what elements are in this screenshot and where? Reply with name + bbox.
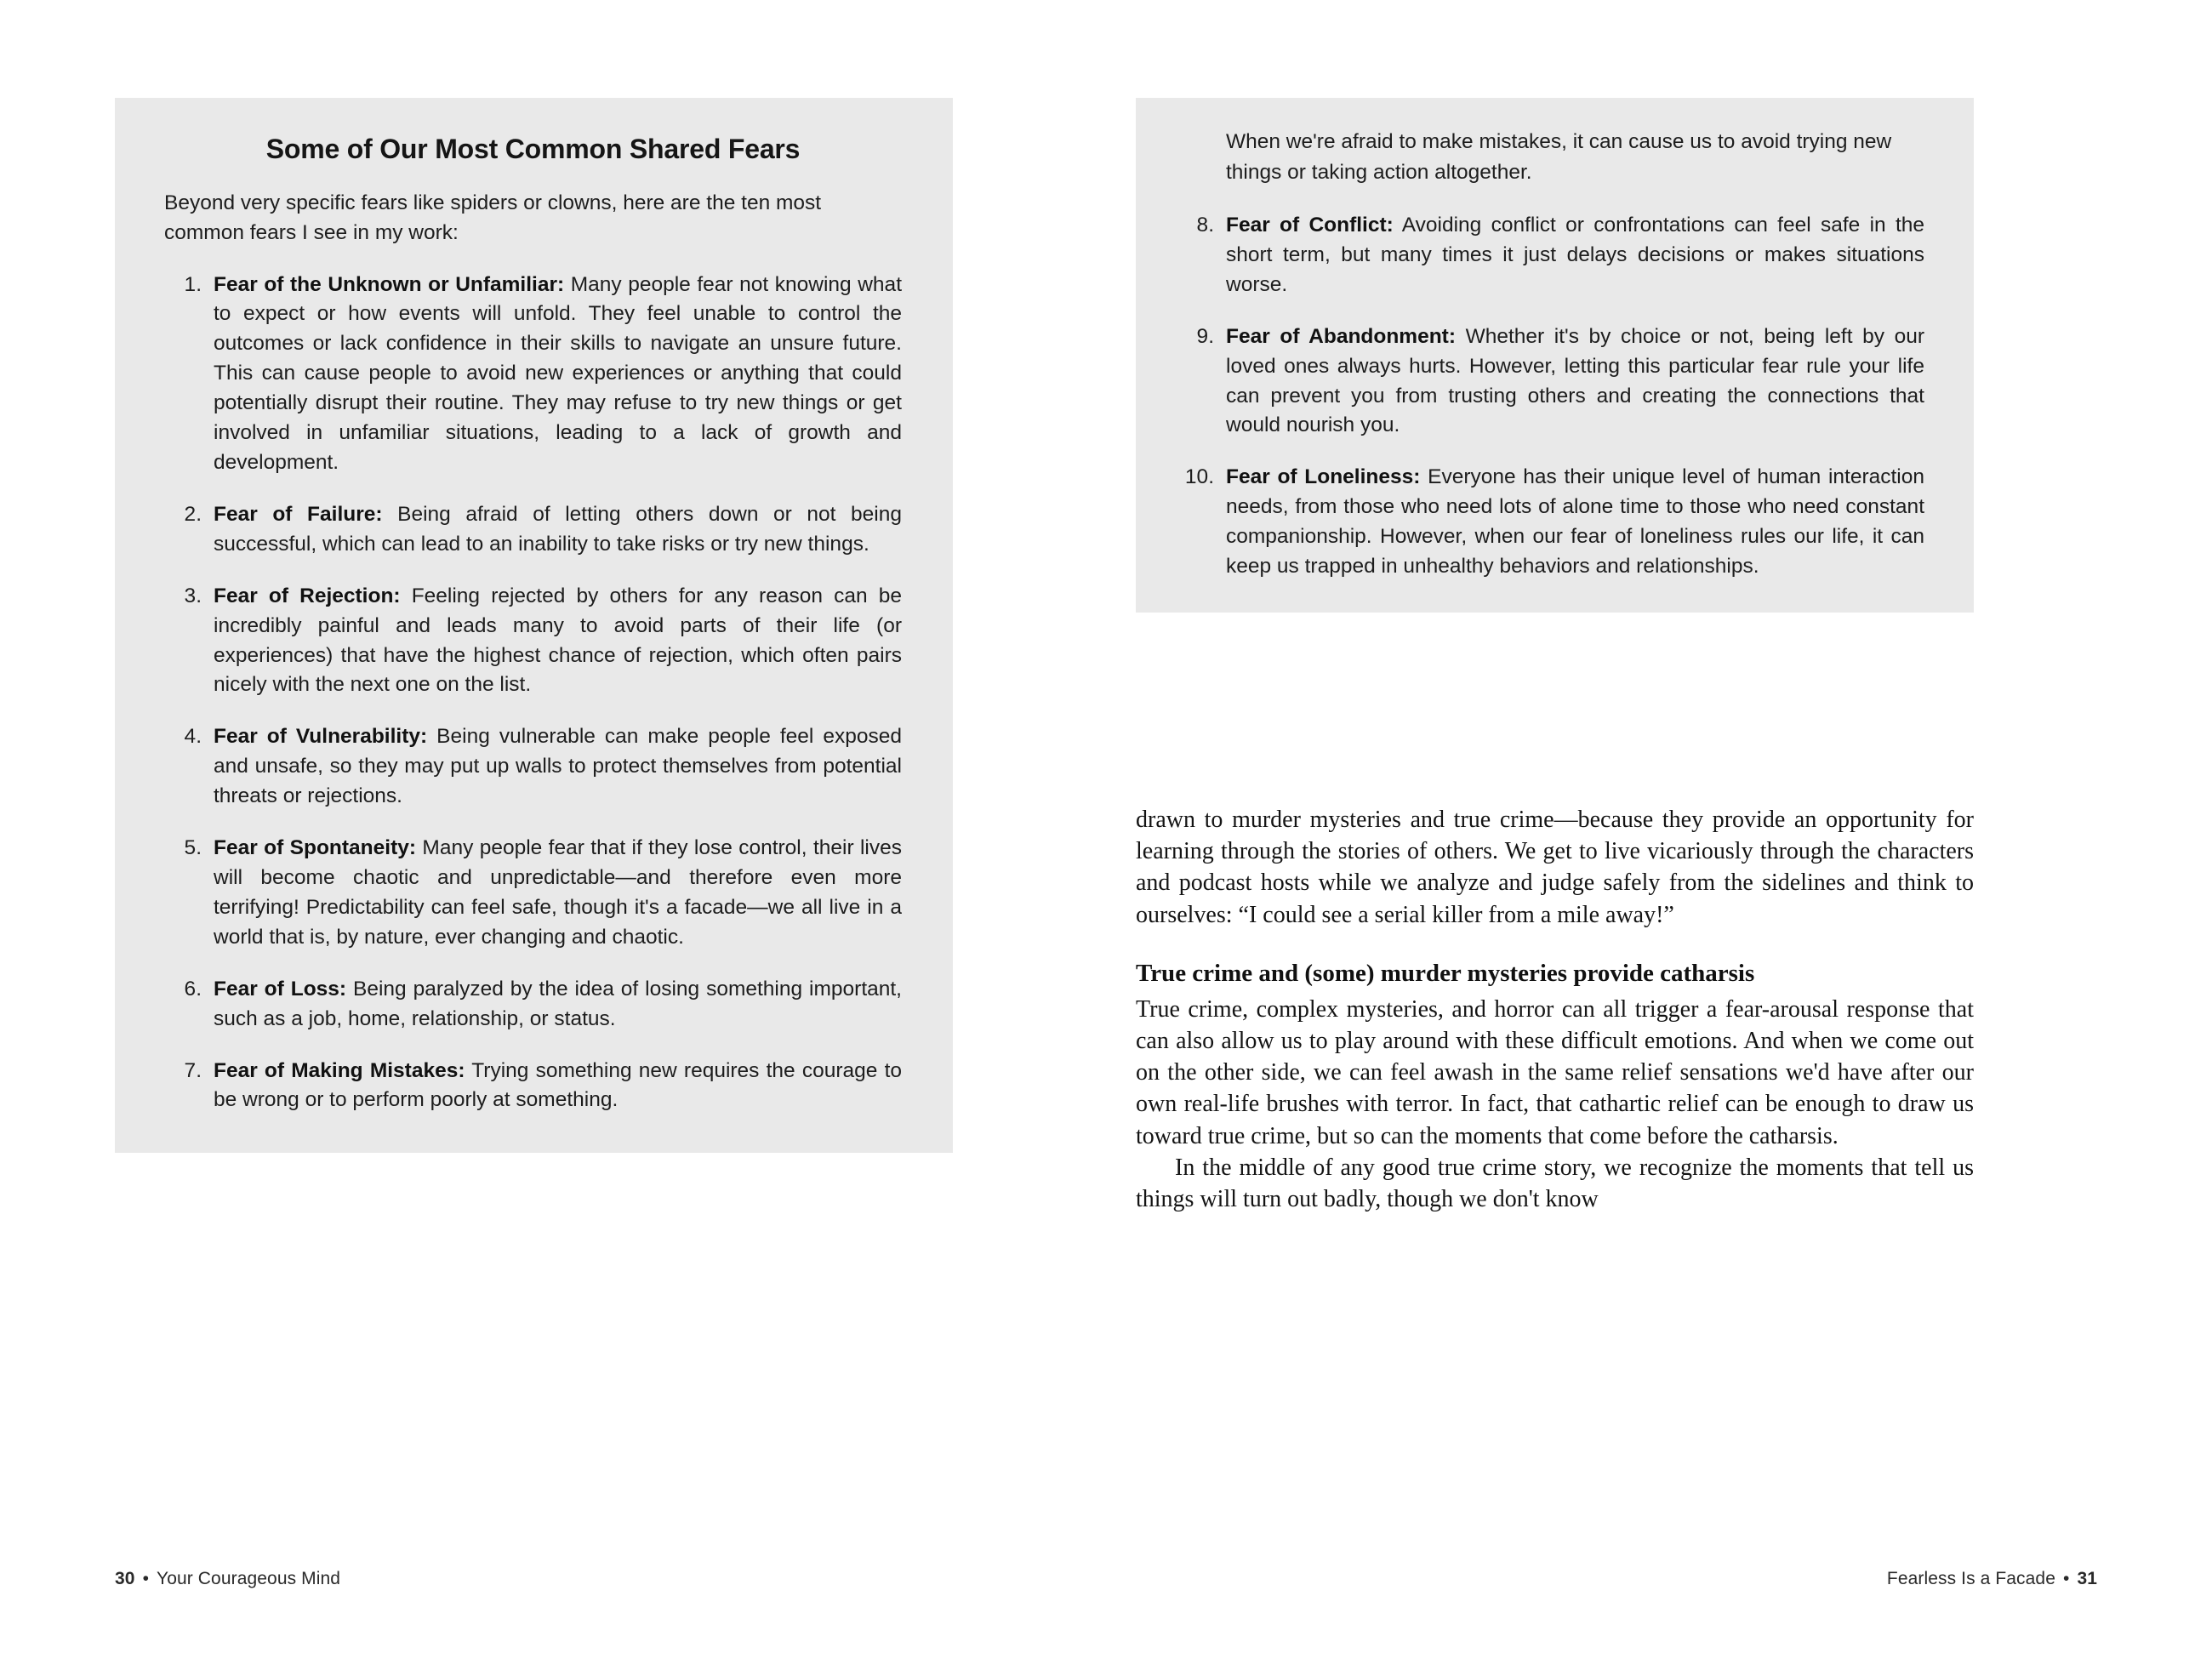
fear-description: Being afraid of letting others down or not being successful, which can lead to an inability to take risks or try new things.	[214, 502, 902, 556]
fear-description: Being vulnerable can make people feel exposed and unsafe, so they may put up walls to protect themselves from potential threats or rejections.	[214, 725, 902, 808]
fear-list-part-two	[1177, 211, 1924, 582]
list-item	[164, 975, 902, 1035]
callout-intro-text: Beyond very specific fears like spiders or clowns, here are the ten most common fears I see in my work:	[164, 191, 822, 244]
footer-separator: •	[2062, 1569, 2070, 1588]
fear-description: Avoiding conflict or confrontations can feel safe in the short term, but many times it just delays decisions or makes situations worse.	[1226, 214, 1924, 296]
fear-name: Fear of Rejection:	[214, 584, 401, 607]
book-title: Your Courageous Mind	[157, 1569, 341, 1588]
right-page-footer	[1887, 1569, 2097, 1589]
list-item	[164, 271, 902, 478]
page-number: 31	[2077, 1569, 2097, 1588]
footer-separator: •	[142, 1569, 150, 1588]
fear-description: Trying something new requires the courage to be wrong or to perform poorly at something.	[214, 1058, 902, 1112]
right-page	[1106, 0, 2212, 1659]
common-fears-callout-continued	[1136, 98, 1974, 613]
list-item	[1177, 211, 1924, 300]
fear-name: Fear of Failure:	[214, 502, 383, 526]
list-item	[164, 1057, 902, 1116]
fear-description: Feeling rejected by others for any reason can be incredibly painful and leads many to avoid parts of their life (or experiences) that have the highest chance of rejection, which often pairs nicely with the next one on the list.	[214, 584, 902, 697]
list-item	[164, 582, 902, 701]
left-page-footer	[115, 1569, 340, 1589]
fear-name: Fear of Vulnerability:	[214, 725, 428, 749]
right-page-body-column	[1136, 804, 1974, 1215]
body-paragraph-1: True crime, complex mysteries, and horror can all trigger a fear-arousal response that can also allow us to play around with these difficult emotions. And when we come out on the other side, we can feel awash in the same relief sensations we'd have after our own real-life brushes with terror. In fact, that cathartic relief can be enough to draw us toward true crime, but so can the moments that come before the catharsis.	[1136, 995, 1974, 1149]
fear-description: Many people fear not knowing what to expect or how events will unfold. They feel unable to control the outcomes or lack confidence in their skills to navigate an unsure future. This can cause people to avoid new experiences or anything that could potentially disrupt their routine. They may refuse to try new things or get involved in unfamiliar situations, leading to a lack of growth and development.	[214, 272, 902, 474]
fear-description: Everyone has their unique level of human interaction needs, from those who need lots of alone time to those who need constant companionship. However, when our fear of loneliness rules our life, it can keep us trapped in unhealthy behaviors and relationships.	[1226, 465, 1924, 579]
fear-name: Fear of Abandonment:	[1226, 324, 1456, 348]
body-paragraph-2: In the middle of any good true crime story, we recognize the moments that tell us things will turn out badly, though we don't know	[1136, 1154, 1974, 1213]
page-number: 30	[115, 1569, 135, 1588]
list-item	[164, 834, 902, 953]
list-item	[1177, 463, 1924, 582]
fear-name: Fear of Spontaneity:	[214, 836, 417, 860]
fear-name: Fear of Making Mistakes:	[214, 1058, 465, 1082]
fear-name: Fear of Loneliness:	[1226, 465, 1421, 489]
callout-continued-text: When we're afraid to make mistakes, it can cause us to avoid trying new things or taking action altogether.	[1226, 130, 1892, 184]
continued-paragraph: drawn to murder mysteries and true crime—because they provide an opportunity for learning through the stories of others. We get to live vicariously through the characters and podcast hosts while we analyze and judge safely from the sidelines and think to ourselves: “I could see a serial killer from a mile away!”	[1136, 807, 1974, 928]
list-item	[1177, 322, 1924, 442]
fear-description: Whether it's by choice or not, being left by our loved ones always hurts. However, letting this particular fear rule your life can prevent you from trusting others and creating the connections that would nourish you.	[1226, 324, 1924, 437]
fear-description: Being paralyzed by the idea of losing something important, such as a job, home, relationship, or status.	[214, 977, 902, 1030]
section-subheading: True crime and (some) murder mysteries provide catharsis	[1136, 959, 1755, 987]
fear-description: Many people fear that if they lose control, their lives will become chaotic and unpredictable—and therefore even more terrifying! Predictability can feel safe, though it's a facade—we all live in a world that is, by nature, ever changing and chaotic.	[214, 836, 903, 949]
list-item	[164, 500, 902, 560]
common-fears-callout-box	[115, 98, 953, 1153]
fear-name: Fear of Conflict:	[1226, 214, 1394, 237]
fear-name: Fear of the Unknown or Unfamiliar:	[214, 272, 565, 296]
fear-list-part-one	[164, 271, 902, 1116]
callout-title: Some of Our Most Common Shared Fears	[265, 134, 801, 164]
fear-name: Fear of Loss:	[214, 977, 347, 1001]
list-item	[164, 722, 902, 812]
chapter-title: Fearless Is a Facade	[1886, 1569, 2055, 1588]
